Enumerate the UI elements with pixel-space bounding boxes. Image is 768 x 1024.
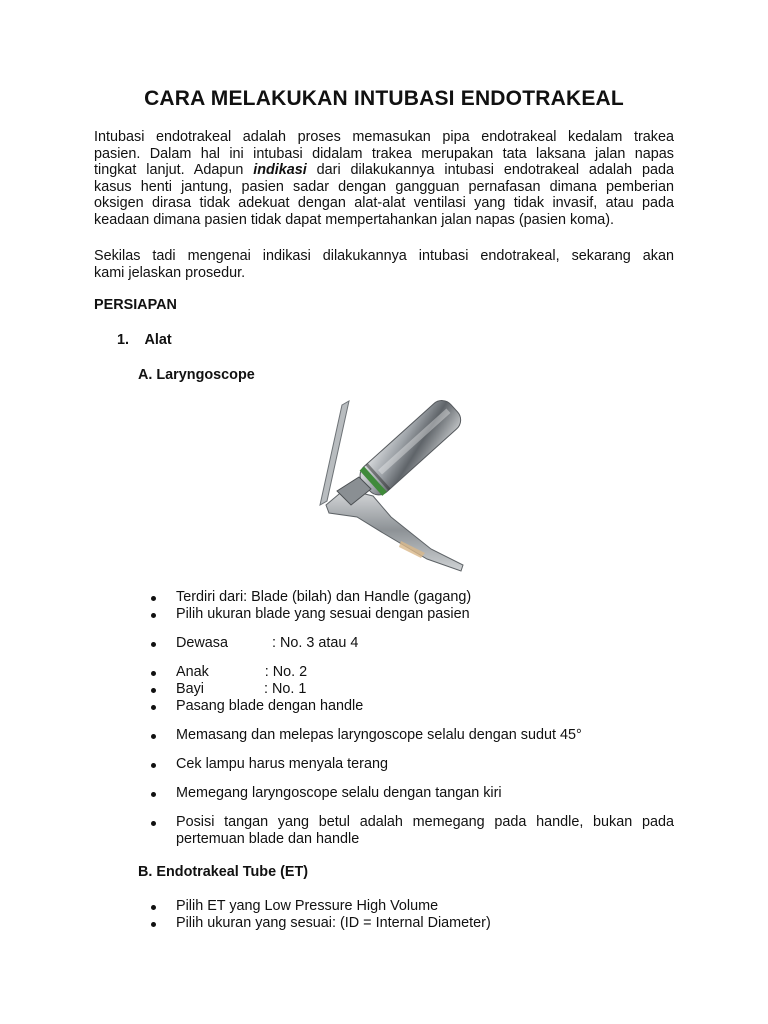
bullet-icon	[151, 922, 156, 927]
et-list	[148, 898, 674, 938]
intro-line-3	[94, 162, 674, 179]
numbered-item-alat	[117, 332, 172, 349]
list-item-text: Anak : No. 2	[176, 664, 308, 680]
intro-line-3-end: dari dilakukannya intubasi endotrakeal adalah pada	[306, 162, 674, 179]
list-item-text: Pasang blade dengan handle	[176, 698, 364, 714]
bullet-icon	[151, 763, 156, 768]
list-item-text: Pilih ET yang Low Pressure High Volume	[176, 898, 439, 914]
summary-paragraph	[94, 248, 674, 281]
bullet-icon	[151, 642, 156, 647]
list-item-text: Terdiri dari: Blade (bilah) dan Handle (gagang)	[176, 589, 472, 605]
list-item-text: Pilih ukuran yang sesuai: (ID = Internal Diameter)	[176, 915, 491, 931]
blade	[326, 489, 463, 571]
section-heading-persiapan: PERSIAPAN	[94, 297, 177, 313]
list-item-text: Cek lampu harus menyala terang	[176, 756, 388, 772]
posisi-line-2: pertemuan blade dan handle	[176, 830, 360, 847]
handle	[355, 396, 465, 500]
list-item-text: Memasang dan melepas laryngoscope selalu dengan sudut 45°	[176, 727, 582, 743]
bullet-icon	[151, 821, 156, 826]
bullet-icon	[151, 705, 156, 710]
list-item-text: Dewasa : No. 3 atau 4	[176, 635, 359, 651]
bullet-icon	[151, 596, 156, 601]
intro-line-1: Intubasi endotrakeal adalah proses memasukan pipa endotrakeal kedalam trakea	[94, 129, 674, 145]
summary-line-2: kami jelaskan prosedur.	[94, 264, 246, 281]
intro-paragraph	[94, 129, 674, 229]
numbered-item-number: 1.	[117, 332, 130, 348]
posisi-line-1: Posisi tangan yang betul adalah memegang pada handle, bukan pada	[176, 814, 674, 830]
bullet-icon	[151, 905, 156, 910]
list-item-text: Pilih ukuran blade yang sesuai dengan pasien	[176, 606, 470, 622]
intro-line-6: keadaan dimana pasien tidak dapat mempertahankan jalan napas (pasien koma).	[94, 211, 614, 228]
bullet-icon	[151, 671, 156, 676]
subheading-laryngoscope: A. Laryngoscope	[138, 367, 255, 383]
bullet-icon	[151, 734, 156, 739]
list-item-text: Memegang laryngoscope selalu dengan tangan kiri	[176, 785, 502, 801]
bullet-icon	[151, 613, 156, 618]
indikasi-emphasis: indikasi	[253, 162, 307, 179]
intro-line-3-start: tingkat lanjut. Adapun	[94, 162, 254, 179]
bullet-icon	[151, 688, 156, 693]
bullet-icon	[151, 792, 156, 797]
intro-line-5: oksigen dirasa tidak adekuat dengan alat-alat ventilasi yang tidak invasif, atau pada	[94, 195, 674, 212]
list-item-text	[176, 814, 674, 847]
laryngoscope-image	[293, 393, 477, 577]
list-item-text: Bayi : No. 1	[176, 681, 307, 697]
numbered-item-label: Alat	[144, 332, 172, 348]
intro-line-4: kasus henti jantung, pasien sadar dengan gangguan pernafasan dimana pemberian	[94, 178, 674, 195]
laryngoscope-list	[148, 589, 674, 847]
summary-line-1: Sekilas tadi mengenai indikasi dilakukannya intubasi endotrakeal, sekarang akan	[94, 248, 674, 264]
document-title: CARA MELAKUKAN INTUBASI ENDOTRAKEAL	[144, 87, 624, 110]
subheading-endotrakeal-tube: B. Endotrakeal Tube (ET)	[138, 864, 309, 880]
intro-line-2: pasien. Dalam hal ini intubasi didalam trakea merupakan tata laksana jalan napas	[94, 145, 674, 162]
